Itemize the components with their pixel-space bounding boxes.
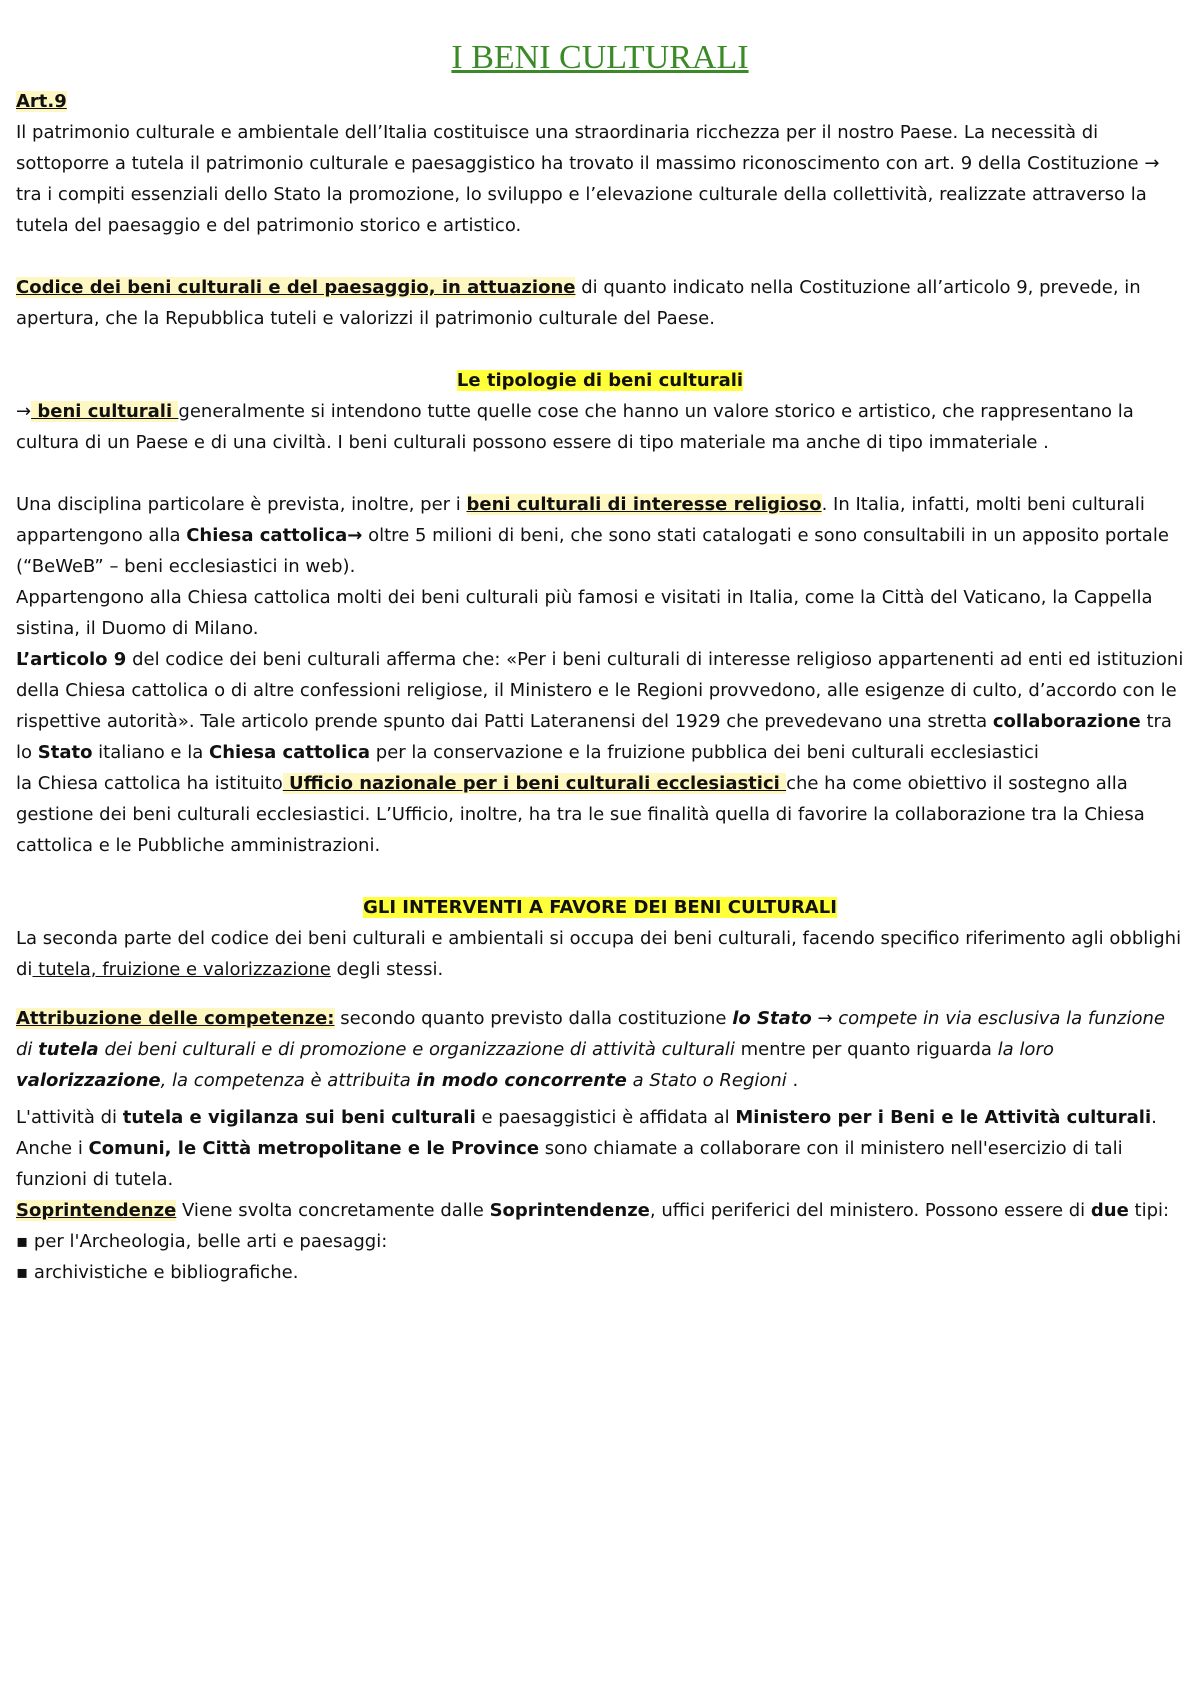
interventi-paragraph: La seconda parte del codice dei beni culturali e ambientali si occupa dei beni culturali, facendo specifico riferimento agli obblighi di tutela, fruizione e valorizzazione degli stessi.: [16, 928, 1182, 980]
spacer: [16, 985, 1184, 1003]
spacer: [16, 241, 1184, 272]
soprintendenze-paragraph: Soprintendenze Viene svolta concretamente dalle Soprintendenze, uffici periferici del ministero. Possono essere di due tipi:: [16, 1200, 1170, 1221]
beni-culturali-term: beni culturali: [31, 401, 179, 422]
tutela-fruizione-term: tutela, fruizione e valorizzazione: [32, 959, 331, 980]
religiosi-term: beni culturali di interesse religioso: [466, 494, 822, 515]
art9-paragraph: Il patrimonio culturale e ambientale dell’Italia costituisce una straordinaria ricchezza per il nostro Paese. La necessità di sottoporre a tutela il patrimonio culturale e paesaggistico ha trovato il massimo riconoscimento con art. 9 della Costituzione → tra i compiti essenziali dello Stato la promozione, lo sviluppo e l’elevazione culturale della collettività, realizzate attraverso la tutela del paesaggio e del patrimonio storico e artistico.: [16, 122, 1160, 236]
chiesa-term: Chiesa cattolica→: [186, 525, 363, 546]
tipologie-heading: Le tipologie di beni culturali: [456, 370, 744, 391]
list-item: ▪ per l'Archeologia, belle arti e paesaggi:: [16, 1231, 388, 1252]
page-title: I BENI CULTURALI: [451, 39, 749, 76]
religiosi-paragraph: Una disciplina particolare è prevista, inoltre, per i beni culturali di interesse religioso. In Italia, infatti, molti beni culturali appartengono alla Chiesa cattolica→ oltre 5 milioni di beni, che sono stati catalogati e sono consultabili in un apposito portale (“BeWeB” – beni ecclesiastici in web).: [16, 494, 1169, 577]
ufficio-paragraph: la Chiesa cattolica ha istituito Ufficio nazionale per i beni culturali ecclesiastici che ha come obiettivo il sostegno alla gestione dei beni culturali ecclesiastici. L’Ufficio, inoltre, ha tra le sue finalità quella di favorire la collaborazione tra la Chiesa cattolica e le Pubbliche amministrazioni.: [16, 773, 1145, 856]
ufficio-term: Ufficio nazionale per i beni culturali ecclesiastici: [282, 773, 787, 794]
spacer: [16, 334, 1184, 365]
articolo9-term: L’articolo 9: [16, 649, 127, 670]
attribuzione-paragraph: Attribuzione delle competenze: secondo quanto previsto dalla costituzione lo Stato → compete in via esclusiva la funzione di tutela dei beni culturali e di promozione e organizzazione di attività culturali mentre per quanto riguarda la loro valorizzazione, la competenza è attribuita in modo concorrente a Stato o Regioni .: [16, 1008, 1165, 1091]
arrow-icon: →: [16, 401, 32, 422]
art9-heading: Art.9: [16, 91, 67, 112]
chiesa-cattolica-term: Chiesa cattolica: [208, 742, 371, 763]
collaborazione-term: collaborazione: [992, 711, 1141, 732]
soprintendenze-label: Soprintendenze: [16, 1200, 177, 1221]
spacer: [16, 861, 1184, 892]
articolo9-paragraph: L’articolo 9 del codice dei beni culturali afferma che: «Per i beni culturali di interesse religioso appartenenti ad enti ed istituzioni della Chiesa cattolica o di altre confessioni religiose, il Ministero e le Regioni provvedono, alle esigenze di culto, d’accordo con le rispettive autorità». Tale articolo prende spunto dai Patti Lateranensi del 1929 che prevedevano una stretta collaborazione tra lo Stato italiano e la Chiesa cattolica per la conservazione e la fruizione pubblica dei beni culturali ecclesiastici: [16, 649, 1184, 763]
tipologie-paragraph: → beni culturali generalmente si intendono tutte quelle cose che hanno un valore storico e artistico, che rappresentano la cultura di un Paese e di una civiltà. I beni culturali possono essere di tipo materiale ma anche di tipo immateriale .: [16, 401, 1134, 453]
stato-term: Stato: [37, 742, 93, 763]
spacer: [16, 458, 1184, 489]
codice-paragraph: Codice dei beni culturali e del paesaggio, in attuazione di quanto indicato nella Costituzione all’articolo 9, prevede, in apertura, che la Repubblica tuteli e valorizzi il patrimonio culturale del Paese.: [16, 277, 1141, 329]
attivita-paragraph: L'attività di tutela e vigilanza sui beni culturali e paesaggistici è affidata al Ministero per i Beni e le Attività culturali. Anche i Comuni, le Città metropolitane e le Province sono chiamate a collaborare con il ministero nell'esercizio di tali funzioni di tutela.: [16, 1107, 1157, 1190]
attribuzione-label: Attribuzione delle competenze:: [16, 1008, 335, 1029]
list-item: ▪ archivistiche e bibliografiche.: [16, 1262, 299, 1283]
vaticano-paragraph: Appartengono alla Chiesa cattolica molti dei beni culturali più famosi e visitati in Italia, come la Città del Vaticano, la Cappella sistina, il Duomo di Milano.: [16, 587, 1153, 639]
codice-highlight: Codice dei beni culturali e del paesaggio, in attuazione: [16, 277, 576, 298]
interventi-heading: GLI INTERVENTI A FAVORE DEI BENI CULTURALI: [363, 897, 837, 918]
